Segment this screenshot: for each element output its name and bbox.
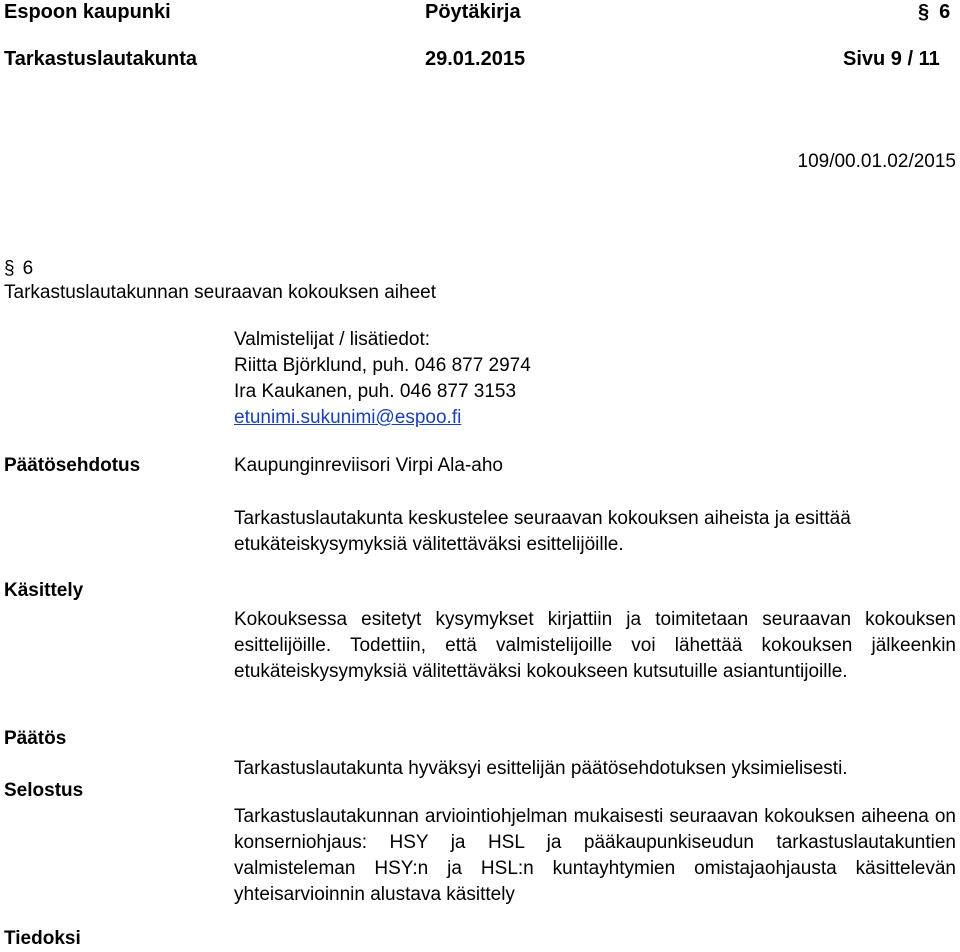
reference-number: 109/00.01.02/2015 [797, 151, 956, 172]
section-icon: § [4, 258, 15, 279]
preparer-line: Ira Kaukanen, puh. 046 877 3153 [234, 381, 517, 402]
explanation-text: Tarkastuslautakunnan arviointiohjelman mukaisesti seuraavan kokouksen aiheena on konserniohjaus: HSY ja HSL ja pääkaupunkiseudun tarkastuslautakuntien valmisteleman HSY:n ja HSL:n kuntayhtymien omistajaohjausta käsittelevän yhteisarvioinnin alustava käsittely [234, 806, 956, 905]
page-number: Sivu 9 / 11 [843, 48, 940, 70]
document-type: Pöytäkirja [425, 1, 521, 23]
email-link[interactable]: etunimi.sukunimi@espoo.fi [234, 407, 462, 428]
preparers-heading: Valmistelijat / lisätiedot: [234, 329, 431, 350]
attachments-label: Tiedoksi [4, 928, 81, 949]
explanation-label: Selostus [4, 780, 84, 801]
meeting-date: 29.01.2015 [425, 48, 526, 70]
proposal-text: Tarkastuslautakunta keskustelee seuraavan kokouksen aiheista ja esittää etukäteiskysymyksiä välitettäväksi esittelijöille. [234, 508, 851, 555]
header-section-number: § 6 [918, 1, 951, 23]
proposal-presenter: Kaupunginreviisori Virpi Ala-aho [234, 455, 503, 476]
org-name: Espoon kaupunki [4, 1, 171, 23]
decision-label: Päätös [4, 728, 67, 749]
handling-label: Käsittely [4, 580, 84, 601]
decision-text: Tarkastuslautakunta hyväksyi esittelijän päätösehdotuksen yksimielisesti. [234, 758, 848, 779]
handling-text: Kokouksessa esitetyt kysymykset kirjattiin ja toimitetaan seuraavan kokouksen esittelijöille. Todettiin, että valmistelijoille voi lähettää kokouksen jälkeenkin etukäteiskysymyksiä välitettäväksi kokoukseen kutsutuille asiantuntijoille. [234, 609, 956, 682]
section-icon: § [918, 1, 930, 23]
item-title: Tarkastuslautakunnan seuraavan kokouksen aiheet [4, 282, 437, 303]
item-number: § 6 [4, 258, 34, 279]
preparer-line: Riitta Björklund, puh. 046 877 2974 [234, 355, 531, 376]
committee-name: Tarkastuslautakunta [4, 48, 198, 70]
proposal-label: Päätösehdotus [4, 455, 141, 476]
